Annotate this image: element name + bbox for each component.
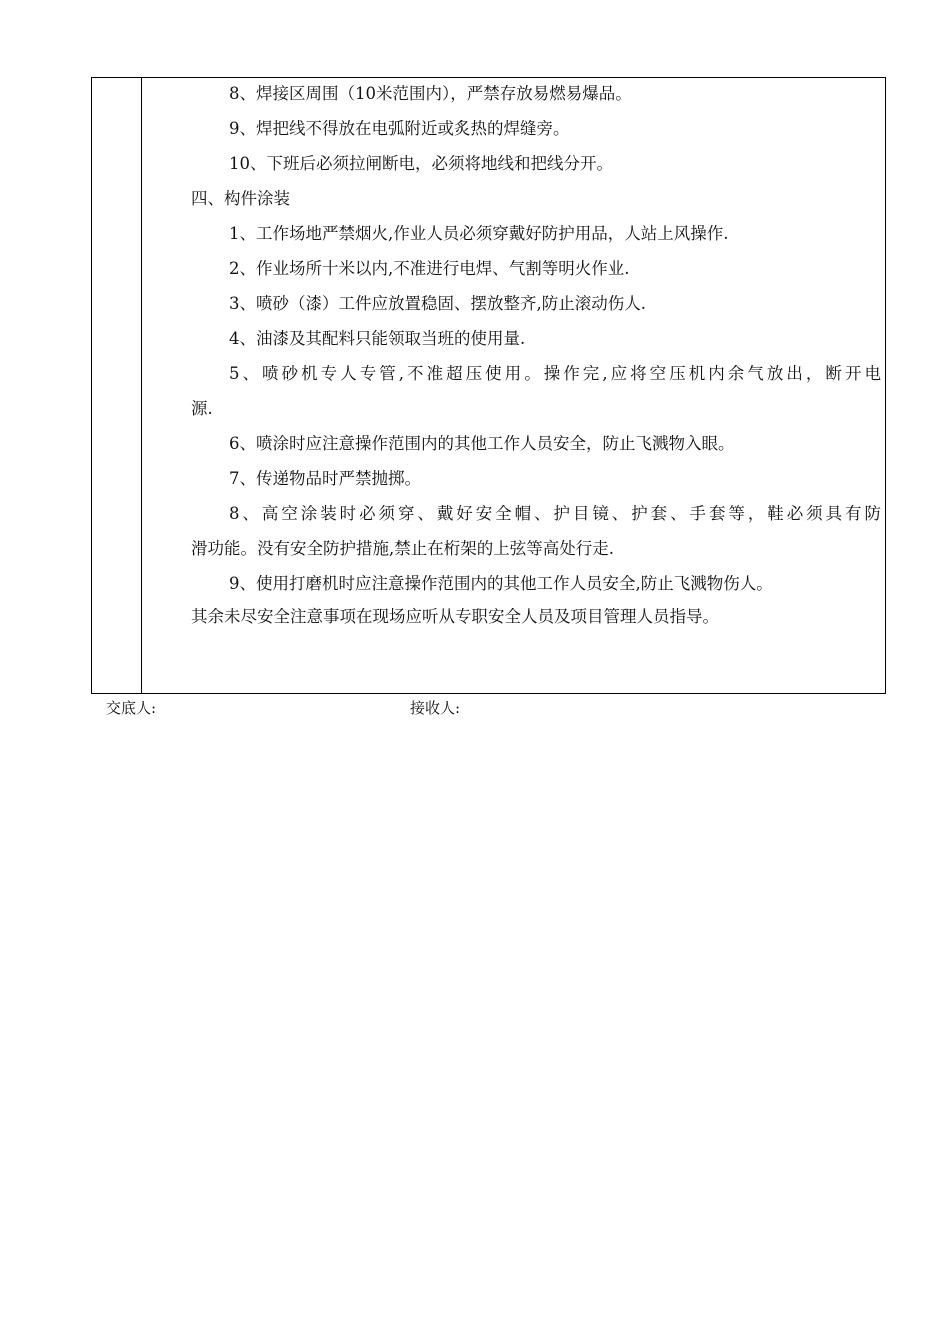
content-line: 9、使用打磨机时应注意操作范围内的其他工作人员安全,防止飞溅物伤人。 xyxy=(229,574,773,593)
content-line: 8、焊接区周围（10米范围内），严禁存放易燃易爆品。 xyxy=(229,84,632,103)
receiver-signature-label: 接收人: xyxy=(410,699,461,717)
closing-note: 其余未尽安全注意事项在现场应听从专职安全人员及项目管理人员指导。 xyxy=(191,607,719,626)
section-heading: 四、构件涂装 xyxy=(191,189,290,208)
handover-signature-label: 交底人: xyxy=(106,699,157,717)
content-line-continuation: 滑功能。没有安全防护措施,禁止在桁架的上弦等高处行走. xyxy=(191,539,614,558)
content-line: 6、喷涂时应注意操作范围内的其他工作人员安全，防止飞溅物入眼。 xyxy=(229,434,735,453)
table-left-column xyxy=(92,78,142,693)
content-line: 8、高空涂装时必须穿、戴好安全帽、护目镜、护套、手套等，鞋必须具有防 xyxy=(229,504,881,523)
content-line: 9、焊把线不得放在电弧附近或炙热的焊缝旁。 xyxy=(229,119,570,138)
content-line-continuation: 源. xyxy=(191,399,213,418)
content-line: 3、喷砂（漆）工件应放置稳固、摆放整齐,防止滚动伤人. xyxy=(229,294,646,313)
safety-content xyxy=(191,80,881,638)
content-line: 7、传递物品时严禁抛掷。 xyxy=(229,469,421,488)
content-line: 2、作业场所十米以内,不准进行电焊、气割等明火作业. xyxy=(229,259,630,278)
disclosure-table xyxy=(91,77,886,694)
content-line: 1、工作场地严禁烟火,作业人员必须穿戴好防护用品，人站上风操作. xyxy=(229,224,729,243)
content-line: 10、下班后必须拉闸断电，必须将地线和把线分开。 xyxy=(229,154,613,173)
table-content-cell xyxy=(142,78,885,693)
content-line: 4、油漆及其配料只能领取当班的使用量. xyxy=(229,329,526,348)
content-line: 5、喷砂机专人专管,不准超压使用。操作完,应将空压机内余气放出，断开电 xyxy=(229,364,881,383)
signature-row xyxy=(0,697,950,721)
